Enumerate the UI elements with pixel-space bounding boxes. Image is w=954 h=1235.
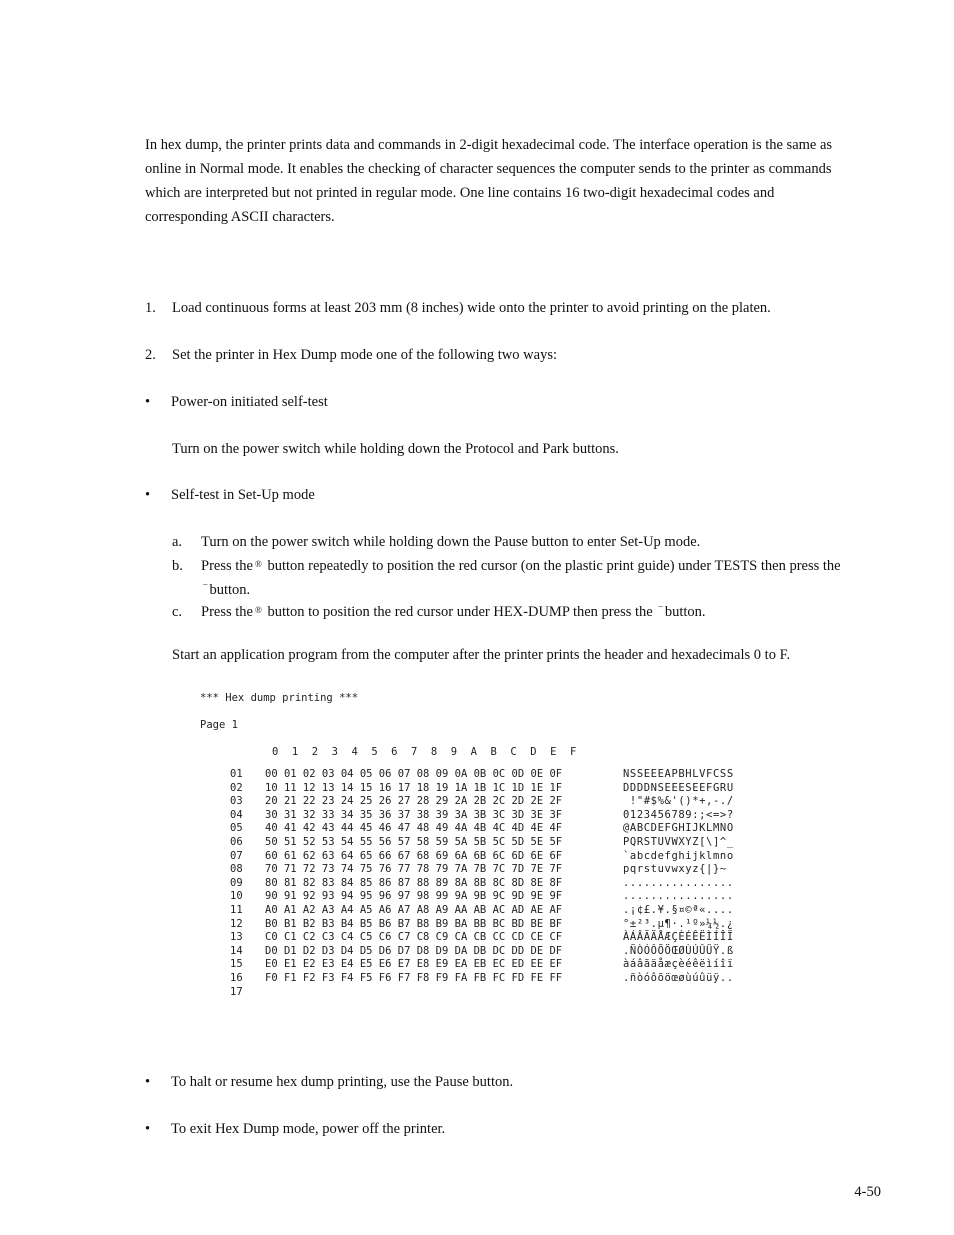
hex-codes: 70 71 72 73 74 75 76 77 78 79 7A 7B 7C 7D 7E 7F	[265, 863, 563, 876]
hex-codes: 00 01 02 03 04 05 06 07 08 09 0A 0B 0C 0D 0E 0F	[265, 768, 563, 780]
step-1	[145, 296, 865, 320]
row-number: 10	[230, 890, 243, 903]
row-number: 17	[230, 985, 243, 998]
row-number: 03	[230, 795, 243, 808]
hex-codes: 80 81 82 83 84 85 86 87 88 89 8A 8B 8C 8D 8E 8F	[265, 876, 563, 889]
hex-dump-sample	[200, 682, 770, 1002]
page-number: 4-50	[854, 1184, 881, 1200]
substep-text-mid: button to position the red cursor under HEX-DUMP then press the	[267, 604, 653, 620]
hex-codes: 40 41 42 43 44 45 46 47 48 49 4A 4B 4C 4D 4E 4F	[265, 822, 563, 835]
step-number: 2.	[145, 347, 156, 363]
substep-text	[201, 554, 841, 602]
row-number: 01	[230, 768, 243, 780]
row-number: 12	[230, 917, 243, 930]
hex-codes: 60 61 62 63 64 65 66 67 68 69 6A 6B 6C 6D 6E 6F	[265, 849, 563, 862]
substep-letter: c.	[172, 604, 183, 620]
bullet: •	[145, 487, 151, 503]
row-number: 16	[230, 972, 243, 984]
macron-symbol: ¯	[203, 583, 208, 593]
note-1	[145, 1070, 865, 1094]
sample-rows	[230, 768, 770, 1000]
substep-text-mid: button repeatedly to position the red cursor (on the plastic print guide) under TESTS then press the	[267, 558, 841, 574]
row-number: 09	[230, 876, 243, 889]
step-text: Set the printer in Hex Dump mode one of the following two ways:	[172, 347, 557, 363]
row-number: 06	[230, 836, 243, 848]
hex-codes: C0 C1 C2 C3 C4 C5 C6 C7 C8 C9 CA CB CC CD CE CF	[265, 931, 563, 944]
row-number: 04	[230, 808, 243, 821]
intro-paragraph: In hex dump, the printer prints data and commands in 2-digit hexadecimal code. The interface operation is the same as online in Normal mode. It enables the checking of character sequences the computer sends to the printer as commands which are interpreted but not printed in regular mode. One line contains 16 two-digit hexadecimal codes and corresponding ASCII characters.	[145, 137, 833, 225]
hex-codes: E0 E1 E2 E3 E4 E5 E6 E7 E8 E9 EA EB EC ED EE EF	[265, 958, 563, 971]
hex-codes: 50 51 52 53 54 55 56 57 58 59 5A 5B 5C 5D 5E 5F	[265, 836, 563, 848]
substep-text-pre: Press the	[201, 558, 253, 574]
sample-page-label: Page 1	[200, 719, 238, 731]
ascii-chars: NSSEEEAPBHLVFCSS	[623, 768, 734, 780]
sample-column-headers: 0 1 2 3 4 5 6 7 8 9 A B C D E F	[272, 746, 577, 758]
sample-header: *** Hex dump printing ***	[200, 692, 359, 704]
substep-text-pre: Press the	[201, 604, 253, 620]
ascii-chars: .ñòóôõöœøùúûüÿ..	[623, 972, 734, 984]
method-2-title	[145, 483, 865, 507]
ascii-chars: àáâãäåæçèéêëìíîï	[623, 958, 734, 971]
macron-symbol: ¯	[658, 605, 663, 615]
hex-codes: A0 A1 A2 A3 A4 A5 A6 A7 A8 A9 AA AB AC AD AE AF	[265, 904, 563, 916]
ascii-chars: .¡¢£.¥.§¤©ª«....	[623, 904, 734, 916]
row-number: 14	[230, 944, 243, 957]
bullet: •	[145, 1121, 151, 1137]
hex-codes: 90 91 92 93 94 95 96 97 98 99 9A 9B 9C 9D 9E 9F	[265, 890, 563, 903]
method-title: Self-test in Set-Up mode	[171, 487, 315, 503]
ascii-chars: !"#$%&'()*+,-./	[623, 795, 734, 808]
hex-codes: F0 F1 F2 F3 F4 F5 F6 F7 F8 F9 FA FB FC FD FE FF	[265, 972, 563, 984]
note-text: To exit Hex Dump mode, power off the printer.	[171, 1121, 446, 1137]
ascii-chars: ................	[623, 890, 734, 903]
row-number: 11	[230, 904, 243, 916]
row-number: 08	[230, 863, 243, 876]
row-number: 02	[230, 781, 243, 794]
bullet: •	[145, 1074, 151, 1090]
start-instruction: Start an application program from the computer after the printer prints the header and hexadecimals 0 to F.	[172, 647, 791, 663]
ascii-chars: ÀÁÂÃÄÅÆÇÈÉÊËÌÍÎÏ	[623, 931, 734, 944]
substep-letter: b.	[172, 558, 183, 574]
note-text: To halt or resume hex dump printing, use the Pause button.	[171, 1074, 514, 1090]
ascii-chars: °±²³.µ¶·.¹º»¼½.¿	[623, 917, 734, 930]
ascii-chars: pqrstuvwxyz{|}~	[623, 863, 727, 876]
step-text: Load continuous forms at least 203 mm (8 inches) wide onto the printer to avoid printing on the platen.	[172, 300, 771, 316]
hex-codes: 20 21 22 23 24 25 26 27 28 29 2A 2B 2C 2D 2E 2F	[265, 795, 563, 808]
ascii-chars: .ÑÒÓÔÕÖŒØÙÚÛÜŸ.ß	[623, 944, 734, 957]
method-title: Power-on initiated self-test	[171, 394, 328, 410]
ascii-chars: `abcdefghijklmno	[623, 849, 734, 862]
substep-text-post: button.	[664, 604, 706, 620]
substep-text	[201, 600, 841, 624]
ascii-chars: ................	[623, 876, 734, 889]
substep-a	[172, 530, 852, 554]
substep-b	[172, 554, 852, 602]
ascii-chars: PQRSTUVWXYZ[\]^_	[623, 836, 734, 848]
row-number: 07	[230, 849, 243, 862]
registered-symbol: ®	[254, 559, 262, 569]
method-1-title	[145, 390, 865, 414]
row-number: 13	[230, 931, 243, 944]
substep-letter: a.	[172, 534, 183, 550]
substep-c	[172, 600, 852, 624]
step-2	[145, 343, 865, 367]
registered-symbol: ®	[254, 605, 262, 615]
ascii-chars: 0123456789:;<=>?	[623, 808, 734, 821]
substep-text-post: button.	[209, 582, 251, 598]
hex-codes: 30 31 32 33 34 35 36 37 38 39 3A 3B 3C 3D 3E 3F	[265, 808, 563, 821]
ascii-chars: DDDDNSEEESEEFGRU	[623, 781, 734, 794]
hex-codes: 10 11 12 13 14 15 16 17 18 19 1A 1B 1C 1D 1E 1F	[265, 781, 563, 794]
hex-codes: D0 D1 D2 D3 D4 D5 D6 D7 D8 D9 DA DB DC DD DE DF	[265, 944, 563, 957]
substep-text: Turn on the power switch while holding down the Pause button to enter Set-Up mode.	[201, 534, 701, 550]
step-number: 1.	[145, 300, 156, 316]
hex-codes: B0 B1 B2 B3 B4 B5 B6 B7 B8 B9 BA BB BC BD BE BF	[265, 917, 563, 930]
method-1-detail: Turn on the power switch while holding down the Protocol and Park buttons.	[172, 441, 619, 457]
bullet: •	[145, 394, 151, 410]
ascii-chars: @ABCDEFGHIJKLMNO	[623, 822, 734, 835]
note-2	[145, 1117, 865, 1141]
row-number: 05	[230, 822, 243, 835]
row-number: 15	[230, 958, 243, 971]
